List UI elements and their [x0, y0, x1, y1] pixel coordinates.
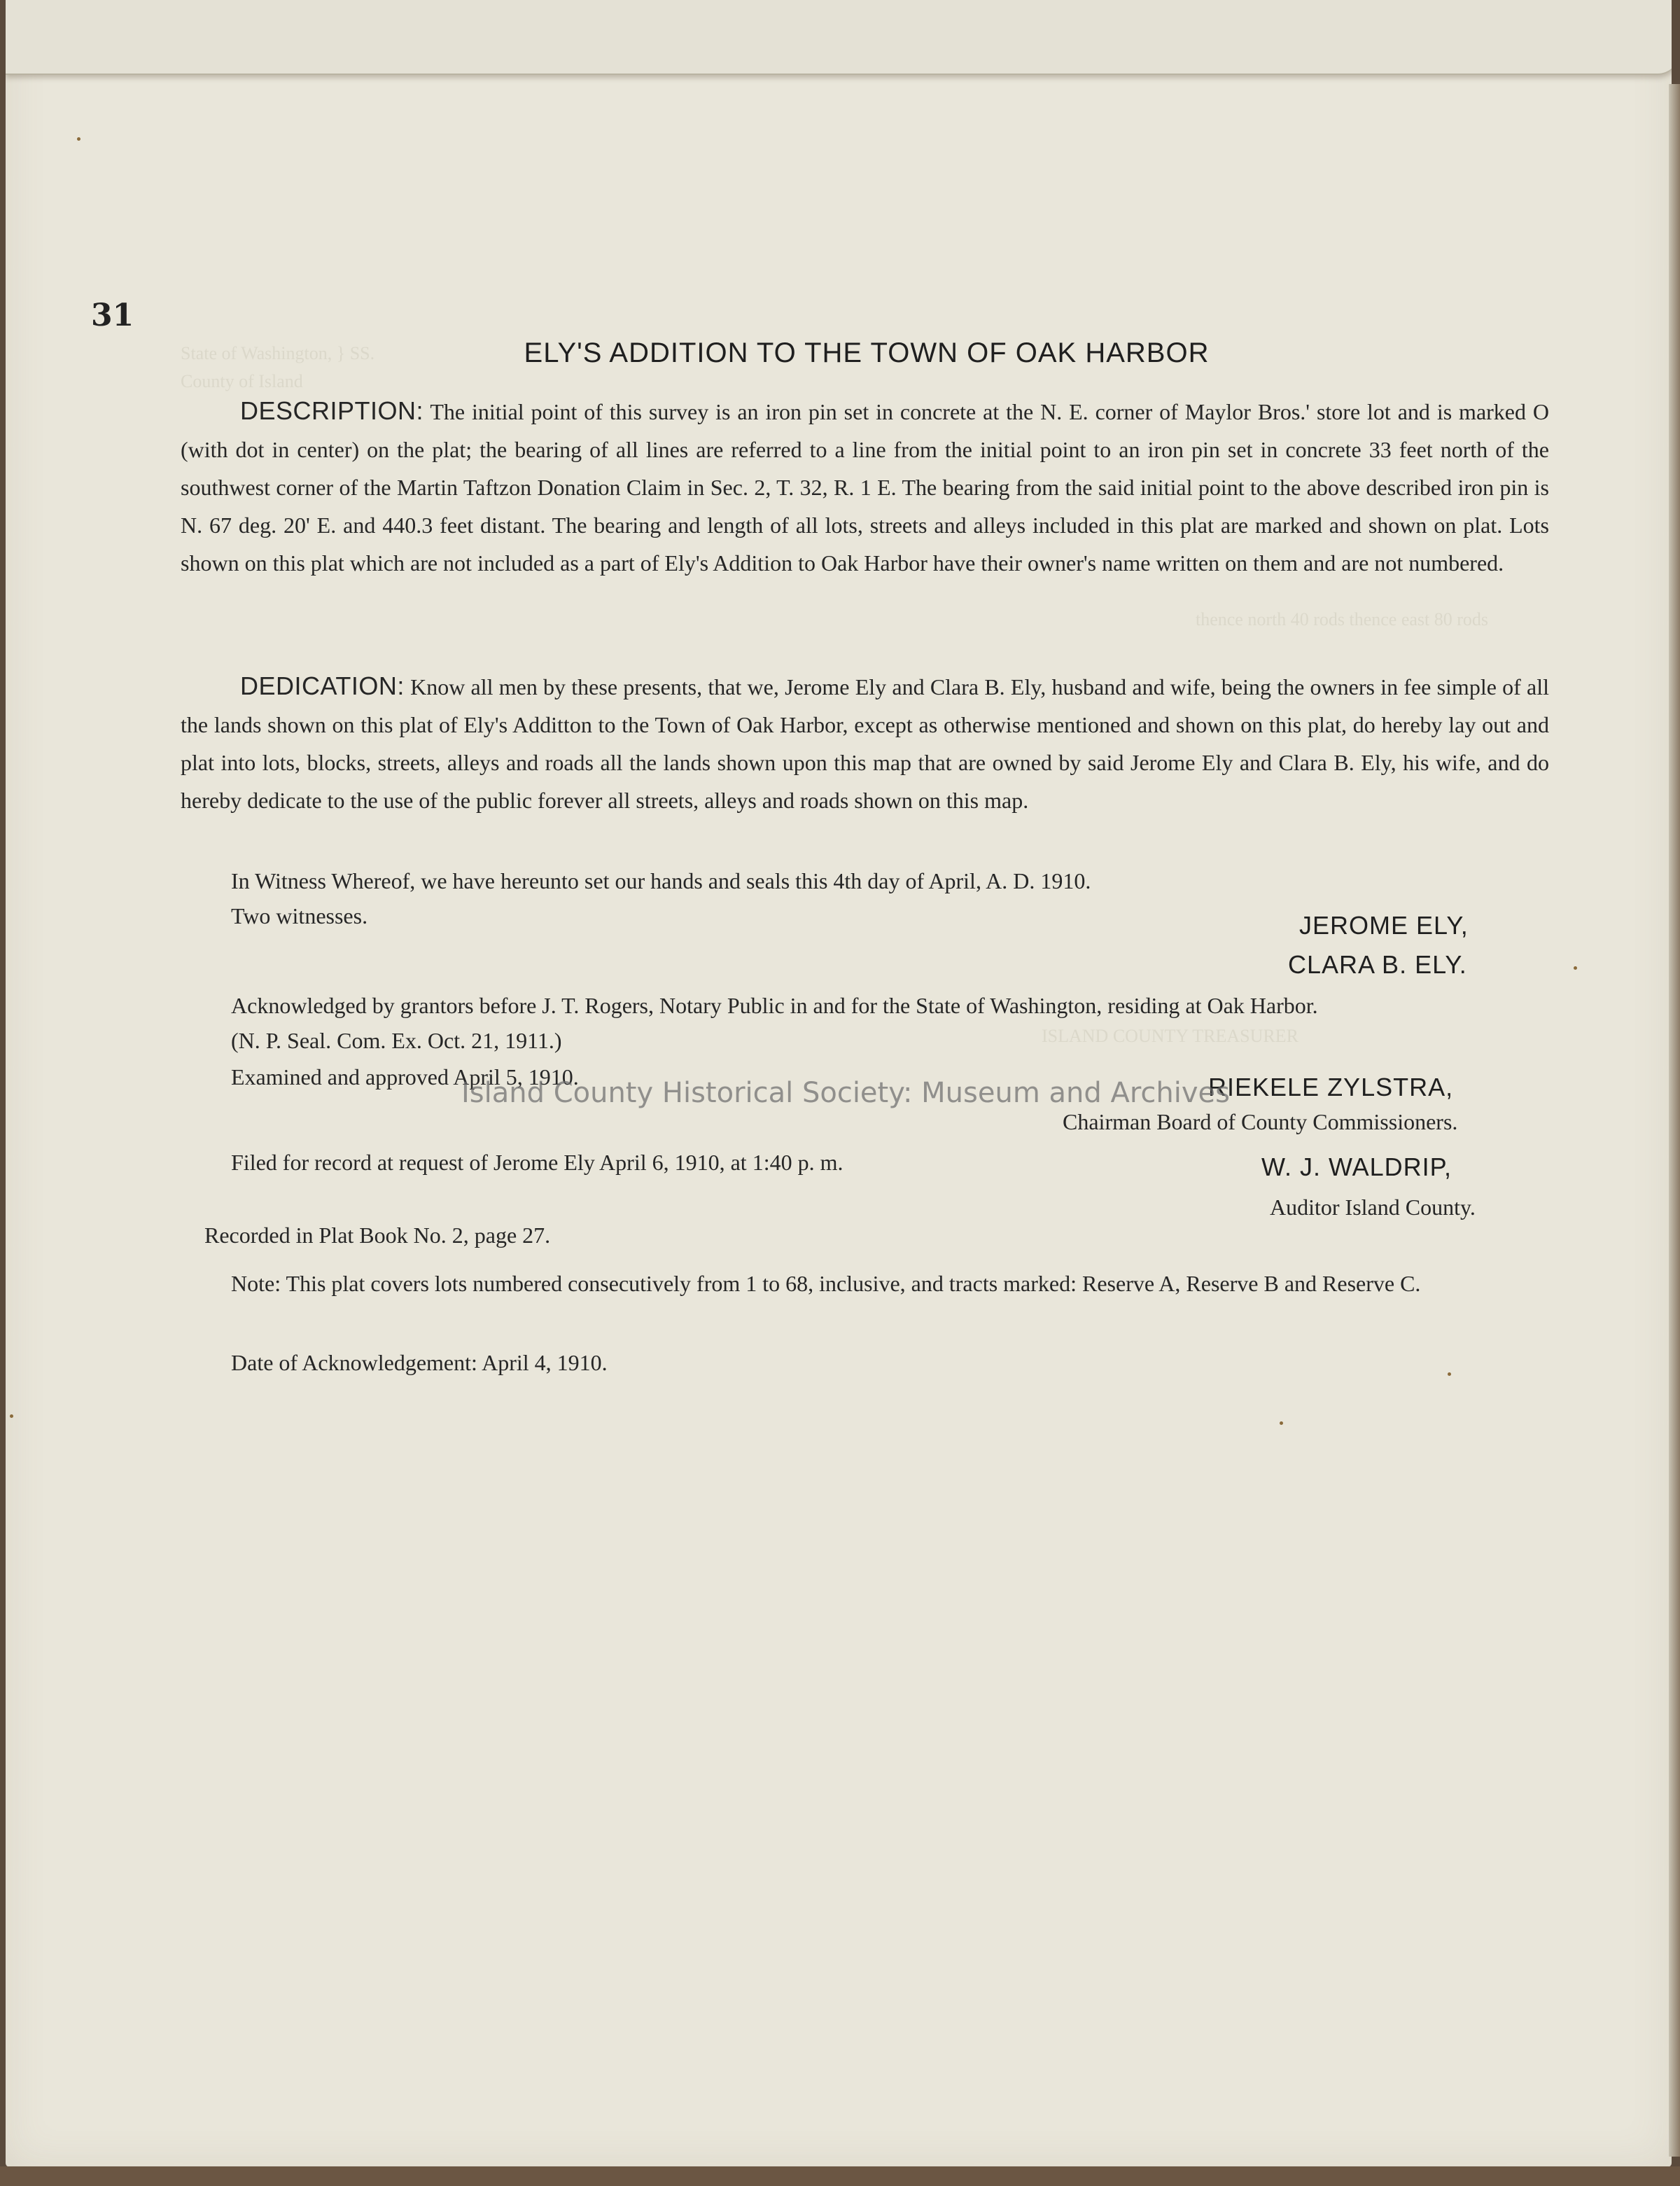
auditor-title: Auditor Island County. [1270, 1195, 1476, 1220]
description-heading: DESCRIPTION: [240, 396, 424, 425]
page-number: 31 [91, 298, 134, 333]
description-text: The initial point of this survey is an iron pin set in concrete at the N. E. corner of Maylor Bros.' store lot and is marked O (with dot in center) on the plat; the bearing of all lines are referred to a line from the initial point to an iron pin set in concrete 33 feet north of the southwest corner of the Martin Taftzon Donation Claim in Sec. 2, T. 32, R. 1 E. The bearing from the said initial point to the above described iron pin is N. 67 deg. 20' E. and 440.3 feet distant. The bearing and length of all lots, streets and alleys included in this plat are marked and shown on plat. Lots shown on this plat which are not included as a part of Ely's Addition to Oak Harbor have their owner's name written on them and are not numbered. [181, 399, 1550, 576]
paper-speck [1448, 1372, 1451, 1376]
acknowledgement-date-line: Date of Acknowledgement: April 4, 1910. [231, 1350, 608, 1375]
paper-speck [1574, 966, 1577, 970]
chairman-name: RIEKELE ZYLSTRA, [1208, 1073, 1454, 1101]
signer-jerome-ely: JEROME ELY, [1299, 911, 1469, 940]
notary-seal-line: (N. P. Seal. Com. Ex. Oct. 21, 1911.) [231, 1028, 562, 1053]
show-through-text: County of Island [181, 371, 303, 391]
signer-clara-ely: CLARA B. ELY. [1288, 950, 1467, 979]
two-witnesses-line: Two witnesses. [231, 903, 368, 928]
filed-line: Filed for record at request of Jerome Ely April 6, 1910, at 1:40 p. m. [231, 1150, 844, 1175]
show-through-text: thence north 40 rods thence east 80 rods [1196, 609, 1489, 629]
paper-speck [77, 137, 80, 141]
book-right-edge [1669, 84, 1680, 2157]
book-bottom-edge [0, 2166, 1680, 2186]
recorded-line: Recorded in Plat Book No. 2, page 27. [204, 1223, 551, 1248]
witness-line: In Witness Whereof, we have hereunto set our hands and seals this 4th day of April, A. D. 1910. [231, 868, 1091, 893]
archive-watermark: Island County Historical Society: Museum and Archives [461, 1077, 1230, 1109]
paper-speck [10, 1414, 13, 1418]
note-paragraph: Note: This plat covers lots numbered consecutively from 1 to 68, inclusive, and tracts marked: Reserve A, Reserve B and Reserve C. [231, 1271, 1421, 1296]
dedication-paragraph [181, 667, 1549, 819]
chairman-title: Chairman Board of County Commissioners. [1063, 1109, 1458, 1134]
page-title: ELY'S ADDITION TO THE TOWN OF OAK HARBOR [524, 337, 1210, 368]
auditor-name: W. J. WALDRIP, [1261, 1153, 1452, 1181]
acknowledged-line: Acknowledged by grantors before J. T. Rogers, Notary Public in and for the State of Washington, residing at Oak Harbor. [231, 993, 1318, 1018]
document-page [6, 0, 1672, 2167]
description-paragraph [181, 392, 1549, 582]
dedication-heading: DEDICATION: [240, 671, 405, 700]
show-through-text: State of Washington, } SS. [181, 343, 375, 363]
dedication-text: Know all men by these presents, that we, Jerome Ely and Clara B. Ely, husband and wife, being the owners in fee simple of all the lands shown on this plat of Ely's Additton to the Town of Oak Harbor, except as otherwise mentioned and shown on this plat, do hereby lay out and plat into lots, blocks, streets, alleys and roads all the lands shown upon this map that are owned by said Jerome Ely and Clara B. Ely, his wife, and do hereby dedicate to the use of the public forever all streets, alleys and roads shown on this map. [181, 674, 1550, 813]
previous-page-edge [6, 0, 1672, 75]
show-through-text: ISLAND COUNTY TREASURER [1042, 1026, 1298, 1046]
paper-speck [1280, 1421, 1283, 1425]
examined-line: Examined and approved April 5, 1910. [231, 1064, 579, 1089]
